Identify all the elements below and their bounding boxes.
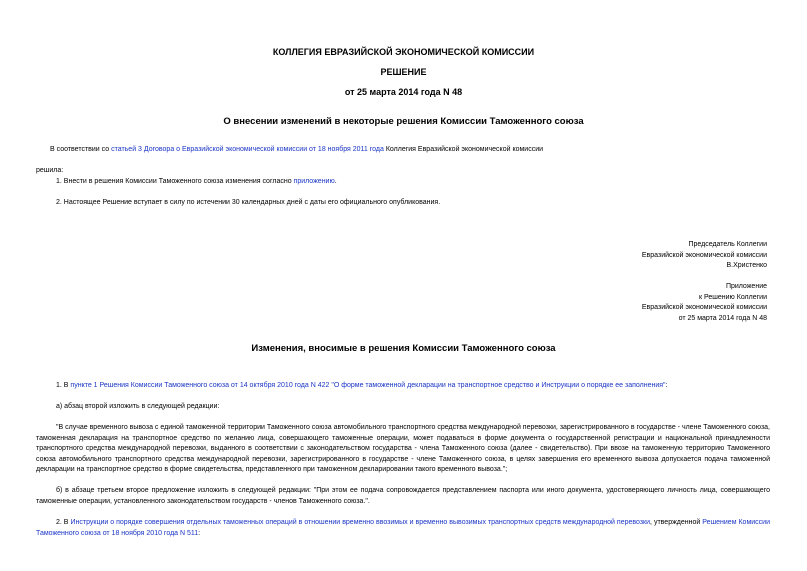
change-1a: а) абзац второй изложить в следующей редакции: — [56, 403, 220, 410]
org-heading: КОЛЛЕГИЯ ЕВРАЗИЙСКОЙ ЭКОНОМИЧЕСКОЙ КОМИССИИ — [272, 47, 535, 57]
signature-name: В.Христенко — [726, 262, 767, 269]
appendix-org: Евразийской экономической комиссии — [641, 304, 767, 311]
doc-date-heading: от 25 марта 2014 года N 48 — [344, 87, 463, 97]
changes-title: Изменения, вносимые в решения Комиссии Таможенного союза — [251, 343, 556, 354]
doc-type-heading: РЕШЕНИЕ — [380, 67, 427, 77]
item-2: 2. Настоящее Решение вступает в силу по истечении 30 календарных дней с даты его официального опубликования. — [56, 199, 441, 206]
change-1: 1. В пункте 1 Решения Комиссии Таможенного союза от 14 октября 2010 года N 422 "О форме таможенной декларации на транспортное средство и Инструкции о порядке ее заполнения": — [56, 382, 668, 389]
signature-title: Председатель Коллегии — [688, 241, 767, 248]
decision-422-link[interactable]: пункте 1 Решения Комиссии Таможенного союза от 14 октября 2010 года N 422 "О форме таможенной декларации на транспортное средство и Инструкции о порядке ее заполнения" — [70, 382, 666, 389]
change-1b: б) в абзаце третьем второе предложение изложить в следующей редакции: "При этом ее подача сопровождается представлением паспорта или иного документа, удостоверяющего личность лица, совершающего таможенные операции, установленного законодательством государств - членов Таможенного союза.". — [36, 487, 770, 505]
appendix-link[interactable]: приложению — [293, 178, 335, 185]
signature-org: Евразийской экономической комиссии — [641, 251, 767, 259]
item-1: 1. Внести в решения Комиссии Таможенного союза изменения согласно приложению. — [56, 178, 337, 185]
preamble: В соответствии со статьей 3 Договора о Евразийской экономической комиссии от 18 ноября 2011 года Коллегия Евразийской экономической комиссии — [50, 146, 544, 153]
decision-511-link[interactable]: Решением Комиссии Таможенного союза от 18 ноября 2010 года N 511 — [36, 519, 770, 537]
preamble-link[interactable]: статьей 3 Договора о Евразийской экономической комиссии от 18 ноября 2011 года — [111, 146, 384, 153]
appendix-to: к Решению Коллегии — [699, 293, 767, 301]
change-1a-quote: "В случае временного вывоза с единой таможенной территории Таможенного союза автомобильного транспортного средства международной перевозки, зарегистрированного в государстве - члене Таможенного союза, таможенная декларация на транспортное средство по желанию лица, совершающего таможенные операции, может подаваться в форме документа о государственной регистрации и национальной принадлежности транспортного средства международной перевозки, выданного в соответствии с законодательством государства - члена Таможенного союза (далее - свидетельство). При ввозе на таможенную территорию Таможенного союза автомобильного транспортного средства международной перевозки, зарегистрированного в государстве - члене Таможенного союза, в целях завершения его временного вывоза допускается подача таможенной декларации на транспортное средство в форме свидетельства, представленного при таможенном декларировании такого временного вывоза."; — [36, 424, 770, 473]
doc-title: О внесении изменений в некоторые решения Комиссии Таможенного союза — [223, 116, 584, 127]
appendix-date: от 25 марта 2014 года N 48 — [678, 314, 767, 322]
instruction-link[interactable]: Инструкции о порядке совершения отдельных таможенных операций в отношении временно ввозимых и временно вывозимых транспортных средств международной перевозки — [70, 519, 651, 526]
change-2: 2. В Инструкции о порядке совершения отдельных таможенных операций в отношении временно ввозимых и временно вывозимых транспортных средств международной перевозки, утвержденной Решением Комиссии Таможенного союза от 18 ноября 2010 года N 511: — [36, 519, 770, 537]
resolved-label: решила: — [36, 167, 64, 174]
appendix-label: Приложение — [725, 283, 767, 290]
